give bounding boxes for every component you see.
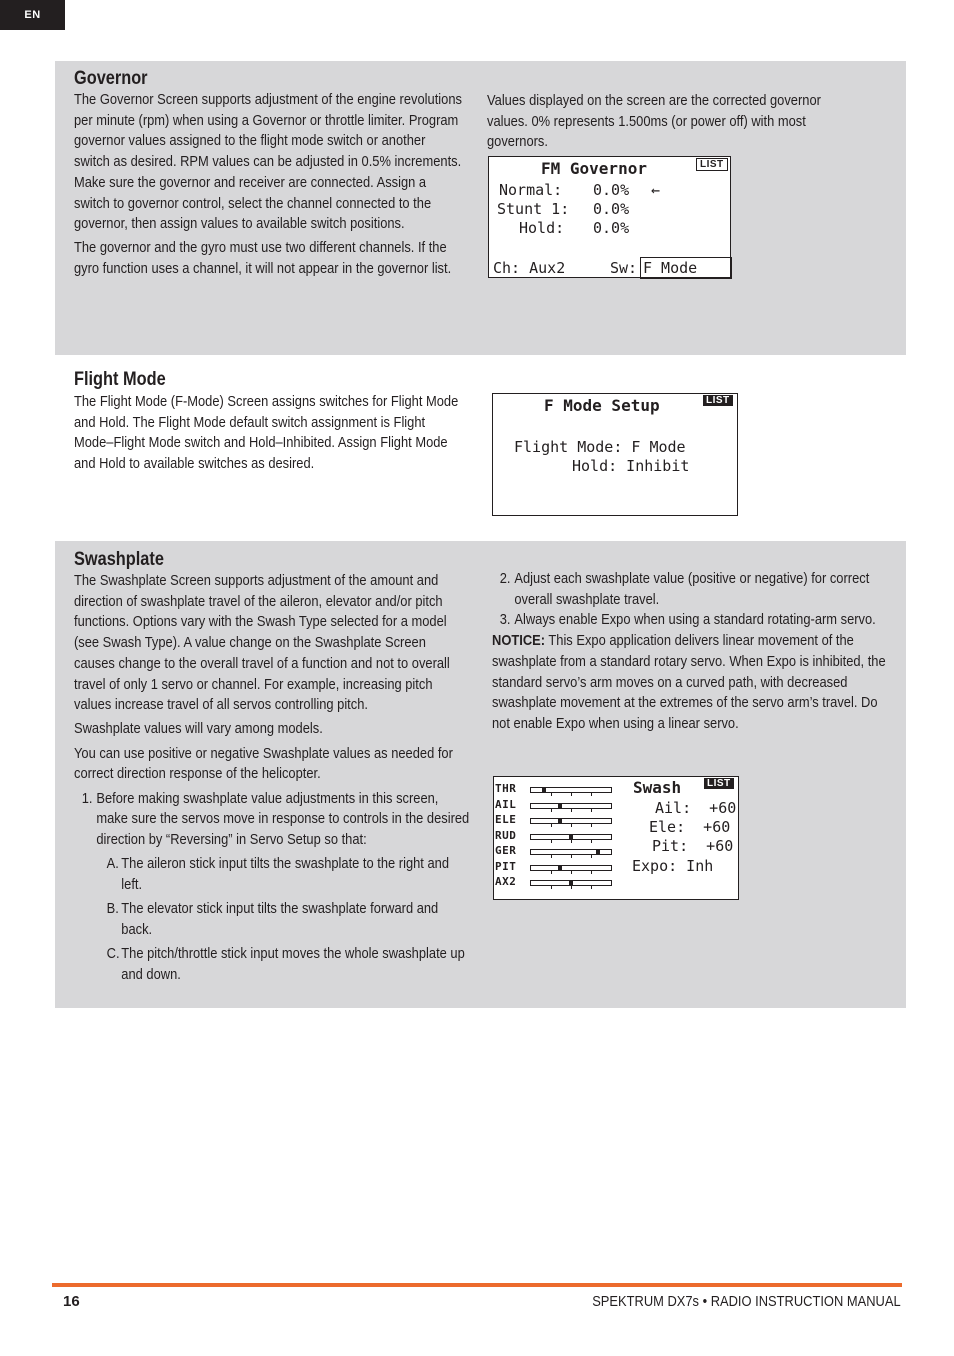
fm-governor-title: FM Governor xyxy=(541,159,647,178)
governor-switch-label: Sw: xyxy=(610,259,638,277)
swashplate-step-1: 1. Before making swashplate value adjustments in this screen, make sure the servos move in response to controls in the desired direction by “Reversing” in Servo Setup so that: xyxy=(81,789,470,848)
swash-title: Swash xyxy=(633,778,682,797)
swashplate-paragraph-1: The Swashplate Screen supports adjustment of the amount and direction of swashplate travel of the aileron, elevator and/or pitch functions. Options vary with the Swash Type selected for a model (see Swash Type). A value change on the Swashplate Screen causes change to the overall travel of a function and not to overall travel of only 1 servo or channel. For example, increasing pitch values increase travel of all servos controlling pitch. xyxy=(74,572,450,714)
servo-bar-label-pit: PIT xyxy=(495,859,517,873)
flight-mode-paragraph: The Flight Mode (F-Mode) Screen assigns switches for Flight Mode and Hold. The Flight Mode default switch assignment is Flight Mode–Flight Mode switch and Hold–Inhibited. Assign Flight Mode and Hold to available switches as desired. xyxy=(74,393,459,473)
servo-bar-tick xyxy=(591,885,592,889)
servo-bar-tick xyxy=(571,870,572,874)
servo-bar-tick xyxy=(551,808,552,812)
governor-paragraph-3: Values displayed on the screen are the corrected governor values. 0% represents 1.500ms (or power off) with most governors. xyxy=(487,92,821,151)
governor-channel: Ch: Aux2 xyxy=(493,259,566,277)
servo-bar-ail xyxy=(530,803,612,809)
swash-screen xyxy=(493,776,739,900)
servo-bar-label-ger: GER xyxy=(495,844,517,857)
swashplate-paragraph-2: Swashplate values will vary among models. xyxy=(74,720,323,738)
language-tab: EN xyxy=(0,0,65,30)
servo-bar-ax2 xyxy=(530,880,612,886)
servo-bar-position xyxy=(596,849,600,855)
servo-bar-position xyxy=(569,880,573,886)
servo-bar-tick xyxy=(591,854,592,858)
notice-label: NOTICE: xyxy=(492,632,546,650)
servo-bar-tick xyxy=(591,792,592,796)
servo-bar-tick xyxy=(591,870,592,874)
flight-mode-heading: Flight Mode xyxy=(74,369,166,390)
servo-bar-position xyxy=(558,818,562,824)
servo-bar-tick xyxy=(551,854,552,858)
governor-row-normal-label: Normal: xyxy=(499,181,563,199)
swashplate-substep-b: B. The elevator stick input tilts the swashplate forward and back. xyxy=(106,900,439,938)
swash-expo-value: Expo: Inh xyxy=(632,857,714,875)
servo-bar-tick xyxy=(551,792,552,796)
servo-bar-label-rud: RUD xyxy=(495,828,517,842)
swashplate-substep-a: A. The aileron stick input tilts the swashplate to the right and left. xyxy=(106,855,450,893)
servo-bar-position xyxy=(558,803,562,809)
governor-row-stunt-label: Stunt 1: xyxy=(497,200,570,218)
servo-bar-tick xyxy=(571,808,572,812)
governor-row-stunt-value: 0.0% xyxy=(593,200,630,218)
swash-pit-value: Pit: +60 xyxy=(652,837,734,855)
fm-governor-screen xyxy=(488,156,731,278)
servo-bar-ele xyxy=(530,818,612,824)
servo-bar-position xyxy=(558,865,562,871)
governor-paragraph-2: The governor and the gyro must use two different channels. If the gyro function uses a channel, it will not appear in the governor list. xyxy=(74,239,452,278)
servo-bar-position xyxy=(569,834,573,840)
servo-bar-tick xyxy=(551,885,552,889)
governor-left-text xyxy=(74,90,464,280)
servo-bar-label-thr: THR xyxy=(495,782,517,795)
swashplate-substep-c: C. The pitch/throttle stick input moves the whole swashplate up and down. xyxy=(106,944,465,983)
swashplate-heading: Swashplate xyxy=(74,549,164,570)
servo-bar-position xyxy=(542,787,546,793)
list-badge: LIST xyxy=(696,158,728,171)
left-arrow-icon: ← xyxy=(651,181,661,199)
servo-bar-tick xyxy=(571,792,572,796)
footer-rule xyxy=(52,1283,902,1287)
servo-bar-thr xyxy=(530,787,612,793)
servo-bar-tick xyxy=(571,823,572,827)
governor-paragraph-1: The Governor Screen supports adjustment of the engine revolutions per minute (rpm) when using a Governor or throttle limiter. Program governor values assigned to the flight mode switch or another switch as desired. RPM values can be adjusted in 0.5% increments. Make sure the governor and receiver are connected. Assign a switch to governor control, select the channel connected to the governor, then assign values to available switch positions. xyxy=(74,91,462,233)
swashplate-left-text xyxy=(74,571,470,985)
list-badge: LIST xyxy=(704,778,734,789)
governor-row-hold-value: 0.0% xyxy=(593,219,630,237)
servo-bar-label-ax2: AX2 xyxy=(495,875,517,888)
servo-bar-label-ele: ELE xyxy=(495,813,517,826)
f-mode-line-hold: Hold: Inhibit xyxy=(572,457,690,475)
page-number: 16 xyxy=(63,1293,80,1310)
servo-bar-tick xyxy=(591,808,592,812)
swashplate-right-text xyxy=(492,569,888,735)
f-mode-setup-title: F Mode Setup xyxy=(544,396,660,415)
servo-bar-tick xyxy=(551,839,552,843)
servo-bar-label-ail: AIL xyxy=(495,797,517,811)
servo-bar-rud xyxy=(530,834,612,840)
list-badge: LIST xyxy=(703,395,733,406)
f-mode-setup-screen xyxy=(492,393,738,516)
servo-bar-tick xyxy=(591,823,592,827)
notice-text: This Expo application delivers linear movement of the swashplate from a standard rotary servo. When Expo is inhibited, the standard servo’s arm moves on a curved path, with decreased swashplate movement at the extremes of the servo arm’s travel. Do not enable Expo when using a linear servo. xyxy=(492,632,886,732)
swashplate-notice xyxy=(492,631,888,735)
swashplate-step-3: 3. Always enable Expo when using a standard rotating-arm servo. xyxy=(499,611,876,629)
servo-bar-tick xyxy=(571,854,572,858)
servo-bar-tick xyxy=(551,870,552,874)
swash-ail-value: Ail: +60 xyxy=(655,799,737,817)
governor-row-normal-value: 0.0% xyxy=(593,181,630,199)
flight-mode-text xyxy=(74,392,464,475)
servo-bar-tick xyxy=(551,823,552,827)
servo-bar-tick xyxy=(591,839,592,843)
governor-row-hold-label: Hold: xyxy=(519,219,565,237)
swashplate-paragraph-3: You can use positive or negative Swashplate values as needed for correct direction response of the helicopter. xyxy=(74,744,453,783)
swashplate-step-2: 2. Adjust each swashplate value (positive or negative) for correct overall swashplate travel. xyxy=(499,570,870,608)
governor-heading: Governor xyxy=(74,68,148,89)
manual-title: SPEKTRUM DX7s • RADIO INSTRUCTION MANUAL xyxy=(592,1293,901,1310)
governor-right-text xyxy=(487,91,853,153)
governor-switch-value: F Mode xyxy=(643,259,698,277)
swash-ele-value: Ele: +60 xyxy=(649,818,731,836)
servo-bar-ger xyxy=(530,849,612,855)
servo-bar-pit xyxy=(530,865,612,871)
f-mode-line-flight-mode: Flight Mode: F Mode xyxy=(514,438,686,456)
